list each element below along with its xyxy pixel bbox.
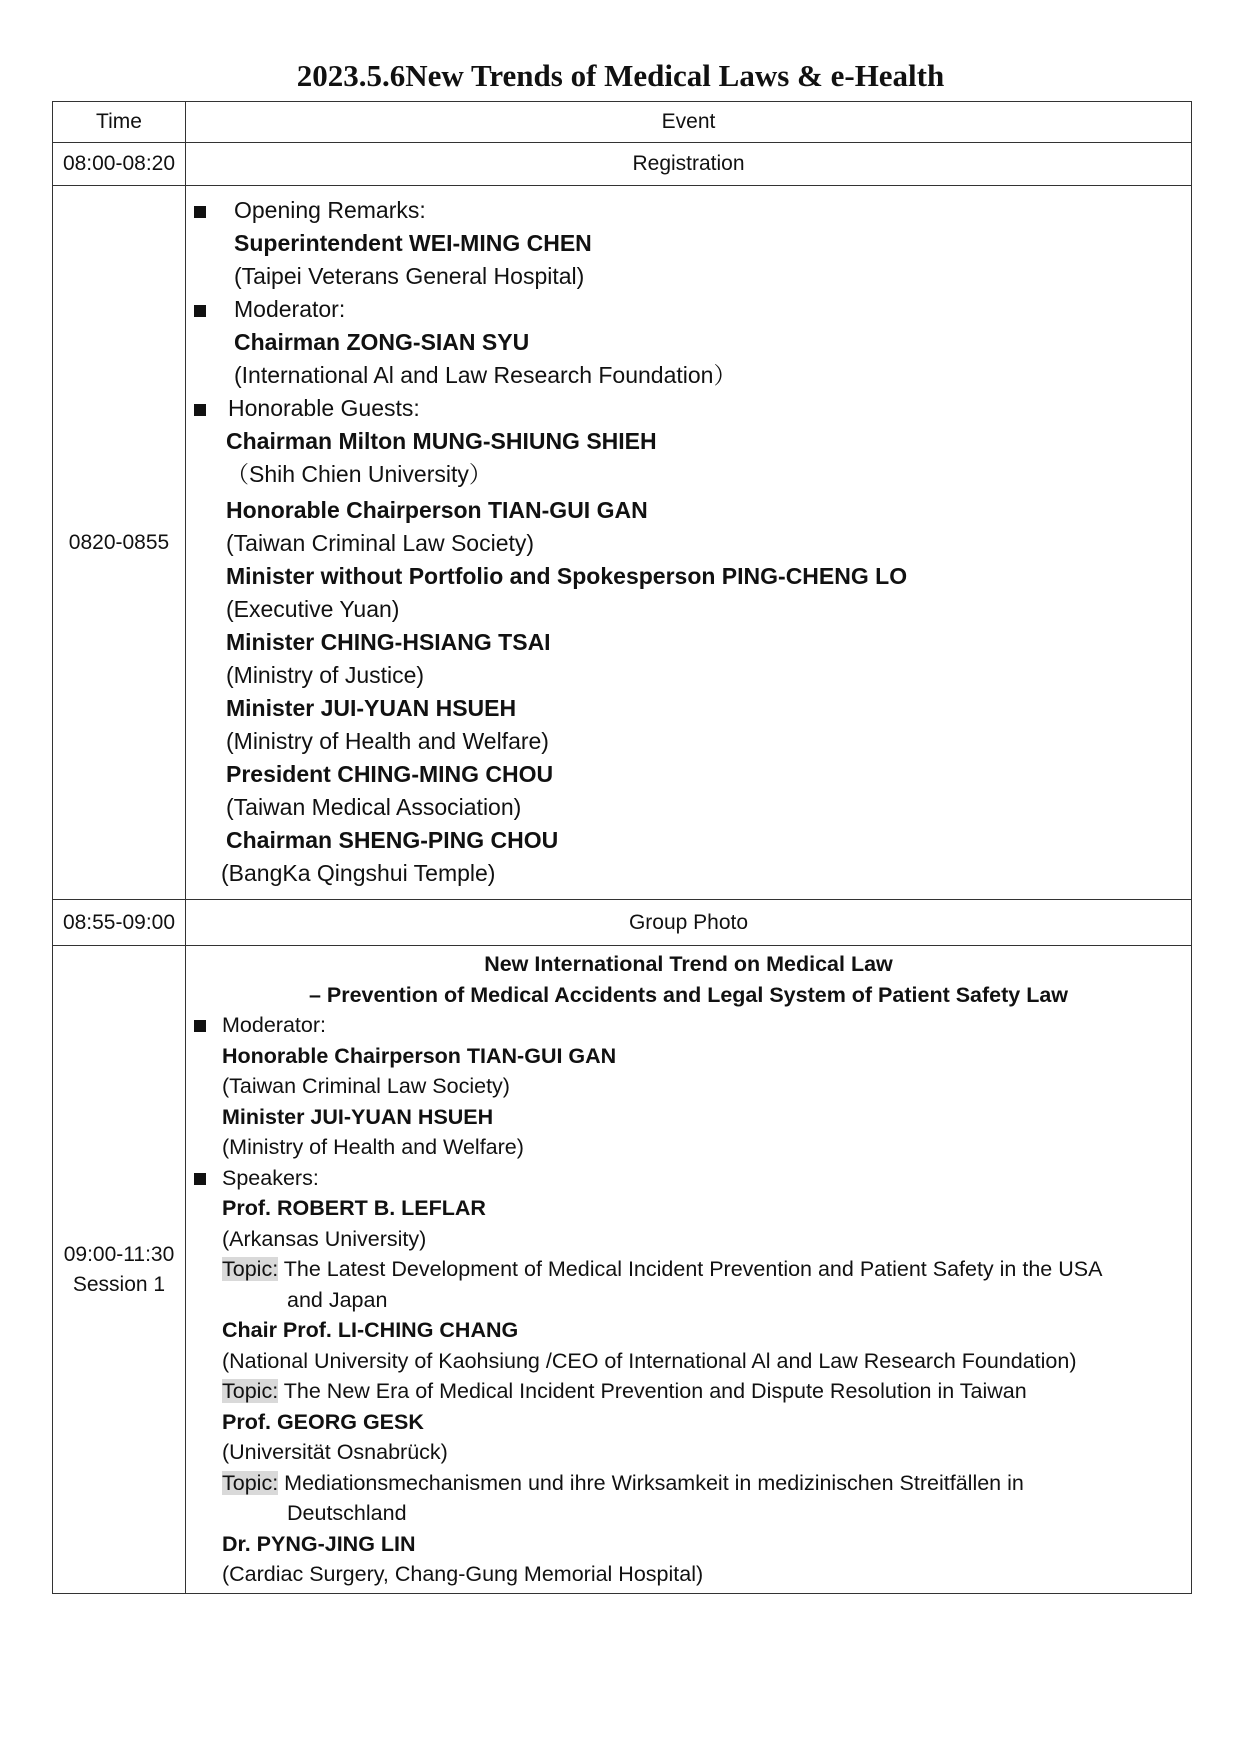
guest-name: Minister JUI-YUAN HSUEH bbox=[226, 695, 517, 721]
guest-org: (Ministry of Health and Welfare) bbox=[226, 728, 549, 754]
opening-time: 0820-0855 bbox=[53, 186, 186, 900]
moderator-org: (International Al and Law Research Foundation） bbox=[234, 362, 737, 388]
table-row bbox=[53, 186, 1192, 900]
table-header-row bbox=[53, 102, 1192, 143]
header-time: Time bbox=[53, 102, 186, 143]
opening-event bbox=[186, 186, 1192, 900]
speaker-name: Dr. PYNG-JING LIN bbox=[222, 1531, 416, 1556]
speaker-topic: The New Era of Medical Incident Prevention and Dispute Resolution in Taiwan bbox=[283, 1379, 1027, 1403]
header-event: Event bbox=[186, 102, 1192, 143]
moderator-label: Moderator: bbox=[234, 296, 346, 322]
session1-event bbox=[186, 946, 1192, 1594]
topic-label: Topic: bbox=[222, 1257, 279, 1281]
registration-event: Registration bbox=[186, 143, 1192, 186]
guest-name: Chairman Milton MUNG-SHIUNG SHIEH bbox=[226, 428, 657, 454]
guest-name: Chairman SHENG-PING CHOU bbox=[226, 827, 559, 853]
moderator-org: (Taiwan Criminal Law Society) bbox=[222, 1074, 510, 1098]
schedule-table bbox=[52, 101, 1192, 1594]
bullet-icon bbox=[194, 1173, 206, 1185]
photo-time: 08:55-09:00 bbox=[53, 900, 186, 946]
speaker-topic-cont: Deutschland bbox=[287, 1501, 407, 1525]
session-subheading: – Prevention of Medical Accidents and Legal System of Patient Safety Law bbox=[308, 982, 1069, 1007]
bullet-icon bbox=[194, 305, 206, 317]
guest-org: (Taiwan Criminal Law Society) bbox=[226, 530, 535, 556]
guest-name: President CHING-MING CHOU bbox=[226, 761, 554, 787]
bullet-icon bbox=[194, 404, 206, 416]
table-row bbox=[53, 900, 1192, 946]
table-row bbox=[53, 946, 1192, 1594]
speaker-topic: The Latest Development of Medical Incident Prevention and Patient Safety in the USA bbox=[283, 1257, 1103, 1281]
guest-org: (Executive Yuan) bbox=[226, 596, 400, 622]
session1-time: 09:00-11:30 bbox=[63, 1242, 175, 1266]
moderator-org: (Ministry of Health and Welfare) bbox=[222, 1135, 524, 1159]
speaker-name: Chair Prof. LI-CHING CHANG bbox=[222, 1318, 519, 1342]
guest-name: Minister without Portfolio and Spokesperson PING-CHENG LO bbox=[226, 563, 908, 589]
speakers-label: Speakers: bbox=[222, 1165, 319, 1190]
speaker-org: (Cardiac Surgery, Chang-Gung Memorial Hospital) bbox=[222, 1562, 704, 1586]
moderator-name: Chairman ZONG-SIAN SYU bbox=[234, 329, 530, 355]
table-row bbox=[53, 143, 1192, 186]
guest-name: Honorable Chairperson TIAN-GUI GAN bbox=[226, 497, 648, 523]
opening-remarks-label: Opening Remarks: bbox=[234, 197, 426, 223]
speaker-name: Superintendent WEI-MING CHEN bbox=[234, 230, 592, 256]
topic-label: Topic: bbox=[222, 1379, 279, 1403]
guest-name: Minister CHING-HSIANG TSAI bbox=[226, 629, 551, 655]
moderator-name: Honorable Chairperson TIAN-GUI GAN bbox=[222, 1043, 617, 1068]
speaker-org: (National University of Kaohsiung /CEO of International Al and Law Research Foundation) bbox=[222, 1348, 1077, 1373]
guest-org: (Taiwan Medical Association) bbox=[226, 794, 522, 820]
photo-event: Group Photo bbox=[186, 900, 1192, 946]
session-heading: New International Trend on Medical Law bbox=[484, 952, 893, 976]
registration-time: 08:00-08:20 bbox=[53, 143, 186, 186]
guest-org: （Shih Chien University） bbox=[226, 461, 492, 487]
speaker-org: (Taipei Veterans General Hospital) bbox=[234, 263, 585, 289]
session1-time-cell bbox=[53, 946, 186, 1594]
session1-label: Session 1 bbox=[72, 1272, 166, 1296]
speaker-name: Prof. GEORG GESK bbox=[222, 1409, 424, 1434]
moderator-label: Moderator: bbox=[222, 1013, 326, 1037]
guest-org: (BangKa Qingshui Temple) bbox=[221, 860, 496, 886]
speaker-topic-cont: and Japan bbox=[287, 1287, 388, 1312]
page-title: 2023.5.6New Trends of Medical Laws & e-Health bbox=[296, 58, 945, 93]
topic-label: Topic: bbox=[222, 1470, 279, 1495]
bullet-icon bbox=[194, 206, 206, 218]
guests-label: Honorable Guests: bbox=[228, 395, 420, 421]
speaker-name: Prof. ROBERT B. LEFLAR bbox=[222, 1196, 486, 1220]
bullet-icon bbox=[194, 1020, 206, 1032]
speaker-org: (Arkansas University) bbox=[222, 1226, 427, 1251]
speaker-org: (Universität Osnabrück) bbox=[222, 1440, 448, 1464]
guest-org: (Ministry of Justice) bbox=[226, 662, 425, 688]
moderator-name: Minister JUI-YUAN HSUEH bbox=[222, 1104, 494, 1129]
speaker-topic: Mediationsmechanismen und ihre Wirksamkeit in medizinischen Streitfällen in bbox=[284, 1470, 1024, 1495]
